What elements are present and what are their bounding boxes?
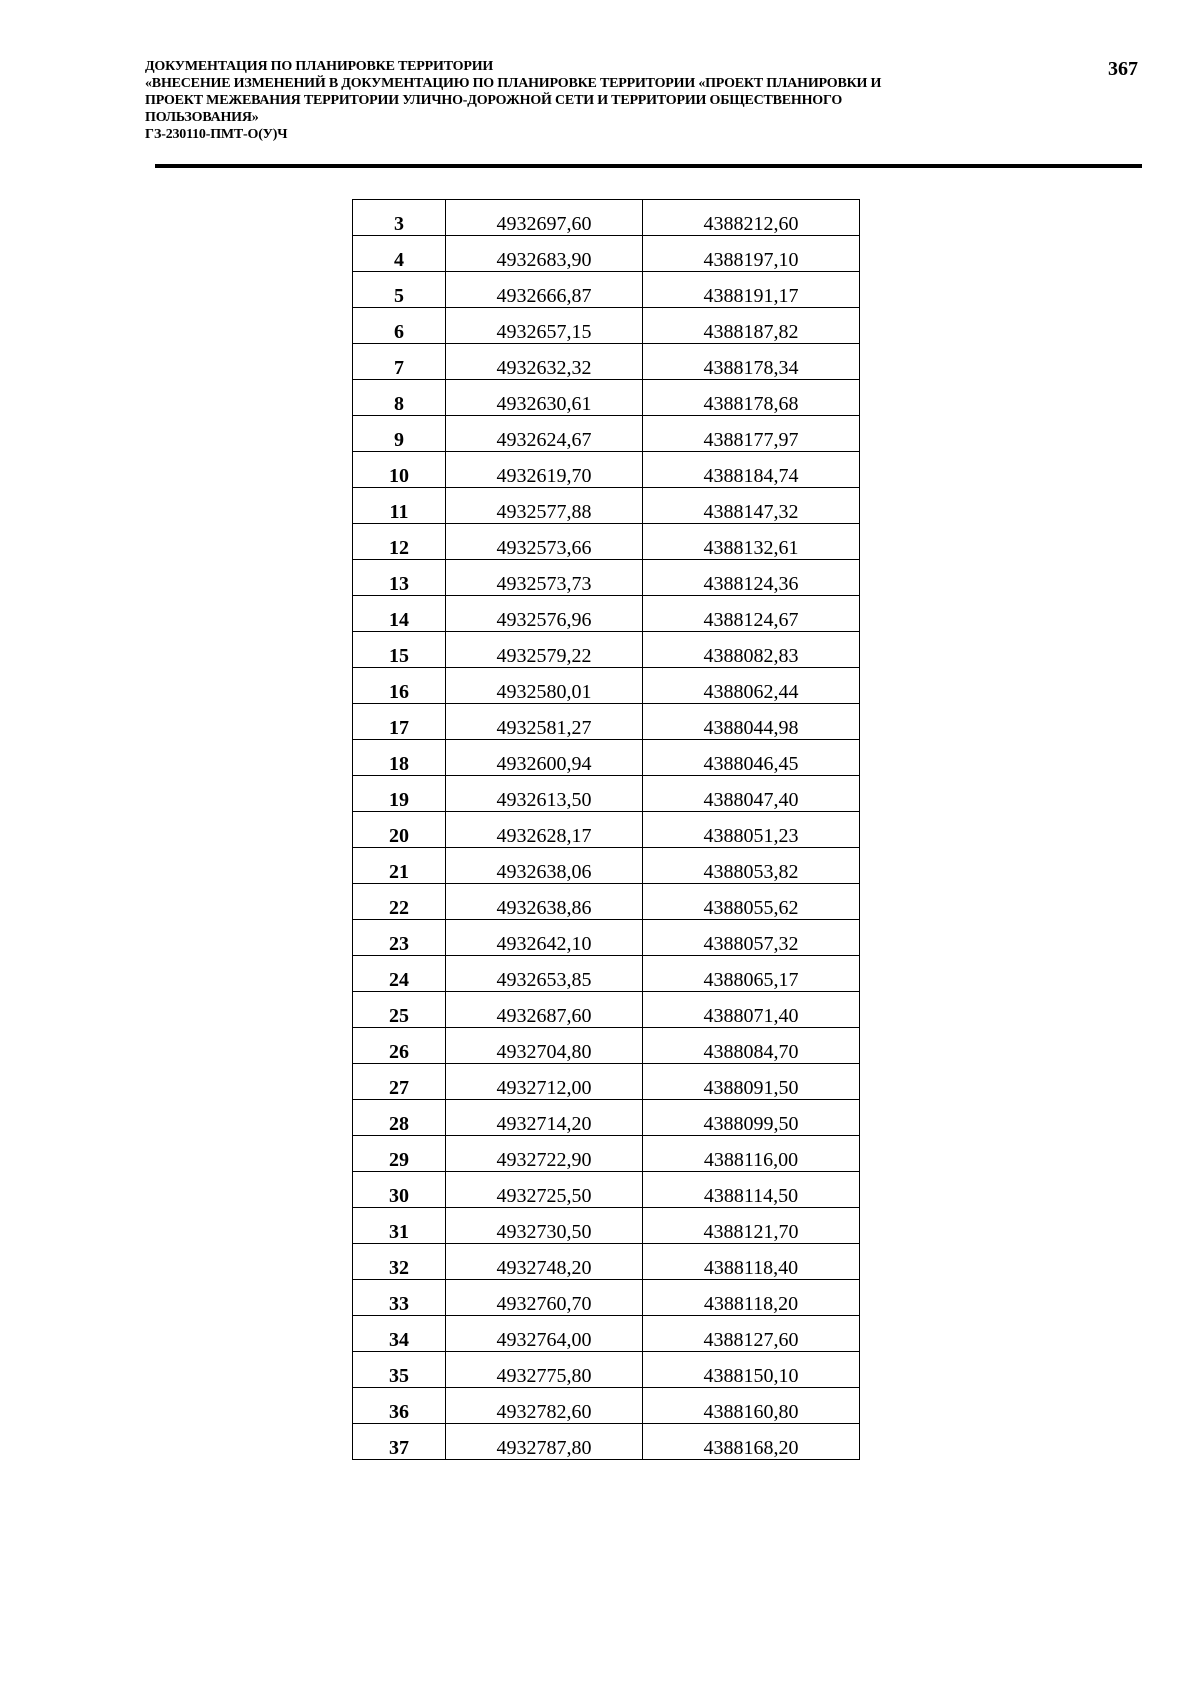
table-row bbox=[353, 740, 860, 776]
y-coordinate-cell: 4388114,50 bbox=[643, 1172, 860, 1208]
point-number-cell: 33 bbox=[353, 1280, 446, 1316]
table-row bbox=[353, 1028, 860, 1064]
y-coordinate-cell: 4388062,44 bbox=[643, 668, 860, 704]
point-number-cell: 5 bbox=[353, 272, 446, 308]
y-coordinate-cell: 4388051,23 bbox=[643, 812, 860, 848]
x-coordinate-cell: 4932638,86 bbox=[446, 884, 643, 920]
point-number-cell: 23 bbox=[353, 920, 446, 956]
table-row bbox=[353, 380, 860, 416]
point-number-cell: 32 bbox=[353, 1244, 446, 1280]
table-row bbox=[353, 1064, 860, 1100]
table-row bbox=[353, 308, 860, 344]
x-coordinate-cell: 4932653,85 bbox=[446, 956, 643, 992]
y-coordinate-cell: 4388184,74 bbox=[643, 452, 860, 488]
point-number-cell: 4 bbox=[353, 236, 446, 272]
point-number-cell: 34 bbox=[353, 1316, 446, 1352]
x-coordinate-cell: 4932638,06 bbox=[446, 848, 643, 884]
table-row bbox=[353, 1244, 860, 1280]
table-row bbox=[353, 668, 860, 704]
table-row bbox=[353, 488, 860, 524]
x-coordinate-cell: 4932697,60 bbox=[446, 200, 643, 236]
x-coordinate-cell: 4932725,50 bbox=[446, 1172, 643, 1208]
point-number-cell: 6 bbox=[353, 308, 446, 344]
x-coordinate-cell: 4932580,01 bbox=[446, 668, 643, 704]
y-coordinate-cell: 4388212,60 bbox=[643, 200, 860, 236]
x-coordinate-cell: 4932714,20 bbox=[446, 1100, 643, 1136]
table-row bbox=[353, 848, 860, 884]
x-coordinate-cell: 4932722,90 bbox=[446, 1136, 643, 1172]
x-coordinate-cell: 4932577,88 bbox=[446, 488, 643, 524]
table-row bbox=[353, 416, 860, 452]
y-coordinate-cell: 4388124,36 bbox=[643, 560, 860, 596]
table-row bbox=[353, 344, 860, 380]
table-row bbox=[353, 1280, 860, 1316]
table-row bbox=[353, 1136, 860, 1172]
y-coordinate-cell: 4388178,34 bbox=[643, 344, 860, 380]
point-number-cell: 9 bbox=[353, 416, 446, 452]
page-number: 367 bbox=[1108, 58, 1138, 80]
table-row bbox=[353, 956, 860, 992]
table-row bbox=[353, 1100, 860, 1136]
y-coordinate-cell: 4388055,62 bbox=[643, 884, 860, 920]
x-coordinate-cell: 4932782,60 bbox=[446, 1388, 643, 1424]
point-number-cell: 21 bbox=[353, 848, 446, 884]
header-line: ПОЛЬЗОВАНИЯ» bbox=[145, 110, 259, 125]
coordinates-table-body bbox=[353, 200, 860, 1460]
y-coordinate-cell: 4388091,50 bbox=[643, 1064, 860, 1100]
table-row bbox=[353, 884, 860, 920]
x-coordinate-cell: 4932683,90 bbox=[446, 236, 643, 272]
y-coordinate-cell: 4388150,10 bbox=[643, 1352, 860, 1388]
x-coordinate-cell: 4932764,00 bbox=[446, 1316, 643, 1352]
point-number-cell: 35 bbox=[353, 1352, 446, 1388]
y-coordinate-cell: 4388160,80 bbox=[643, 1388, 860, 1424]
header-line: ДОКУМЕНТАЦИЯ ПО ПЛАНИРОВКЕ ТЕРРИТОРИИ bbox=[145, 59, 494, 74]
point-number-cell: 13 bbox=[353, 560, 446, 596]
x-coordinate-cell: 4932576,96 bbox=[446, 596, 643, 632]
point-number-cell: 8 bbox=[353, 380, 446, 416]
table-row bbox=[353, 596, 860, 632]
y-coordinate-cell: 4388168,20 bbox=[643, 1424, 860, 1460]
x-coordinate-cell: 4932748,20 bbox=[446, 1244, 643, 1280]
x-coordinate-cell: 4932687,60 bbox=[446, 992, 643, 1028]
table-row bbox=[353, 236, 860, 272]
point-number-cell: 25 bbox=[353, 992, 446, 1028]
table-row bbox=[353, 1352, 860, 1388]
point-number-cell: 29 bbox=[353, 1136, 446, 1172]
table-row bbox=[353, 272, 860, 308]
y-coordinate-cell: 4388046,45 bbox=[643, 740, 860, 776]
point-number-cell: 22 bbox=[353, 884, 446, 920]
y-coordinate-cell: 4388178,68 bbox=[643, 380, 860, 416]
y-coordinate-cell: 4388121,70 bbox=[643, 1208, 860, 1244]
point-number-cell: 14 bbox=[353, 596, 446, 632]
table-row bbox=[353, 1172, 860, 1208]
point-number-cell: 31 bbox=[353, 1208, 446, 1244]
header-line: ПРОЕКТ МЕЖЕВАНИЯ ТЕРРИТОРИИ УЛИЧНО-ДОРОЖНОЙ СЕТИ И ТЕРРИТОРИИ ОБЩЕСТВЕННОГО bbox=[145, 93, 843, 108]
header-line: «ВНЕСЕНИЕ ИЗМЕНЕНИЙ В ДОКУМЕНТАЦИЮ ПО ПЛАНИРОВКЕ ТЕРРИТОРИИ «ПРОЕКТ ПЛАНИРОВКИ И bbox=[145, 76, 882, 91]
x-coordinate-cell: 4932624,67 bbox=[446, 416, 643, 452]
coordinates-table bbox=[352, 199, 860, 1460]
table-row bbox=[353, 452, 860, 488]
y-coordinate-cell: 4388116,00 bbox=[643, 1136, 860, 1172]
table-row bbox=[353, 920, 860, 956]
point-number-cell: 37 bbox=[353, 1424, 446, 1460]
y-coordinate-cell: 4388071,40 bbox=[643, 992, 860, 1028]
y-coordinate-cell: 4388053,82 bbox=[643, 848, 860, 884]
x-coordinate-cell: 4932657,15 bbox=[446, 308, 643, 344]
x-coordinate-cell: 4932573,73 bbox=[446, 560, 643, 596]
x-coordinate-cell: 4932628,17 bbox=[446, 812, 643, 848]
x-coordinate-cell: 4932704,80 bbox=[446, 1028, 643, 1064]
point-number-cell: 20 bbox=[353, 812, 446, 848]
point-number-cell: 12 bbox=[353, 524, 446, 560]
table-row bbox=[353, 1388, 860, 1424]
y-coordinate-cell: 4388132,61 bbox=[643, 524, 860, 560]
header-divider bbox=[155, 164, 1142, 168]
point-number-cell: 27 bbox=[353, 1064, 446, 1100]
y-coordinate-cell: 4388065,17 bbox=[643, 956, 860, 992]
x-coordinate-cell: 4932600,94 bbox=[446, 740, 643, 776]
y-coordinate-cell: 4388084,70 bbox=[643, 1028, 860, 1064]
point-number-cell: 19 bbox=[353, 776, 446, 812]
x-coordinate-cell: 4932619,70 bbox=[446, 452, 643, 488]
x-coordinate-cell: 4932760,70 bbox=[446, 1280, 643, 1316]
y-coordinate-cell: 4388124,67 bbox=[643, 596, 860, 632]
point-number-cell: 15 bbox=[353, 632, 446, 668]
x-coordinate-cell: 4932632,32 bbox=[446, 344, 643, 380]
point-number-cell: 7 bbox=[353, 344, 446, 380]
x-coordinate-cell: 4932630,61 bbox=[446, 380, 643, 416]
point-number-cell: 30 bbox=[353, 1172, 446, 1208]
y-coordinate-cell: 4388118,40 bbox=[643, 1244, 860, 1280]
y-coordinate-cell: 4388197,10 bbox=[643, 236, 860, 272]
y-coordinate-cell: 4388127,60 bbox=[643, 1316, 860, 1352]
point-number-cell: 3 bbox=[353, 200, 446, 236]
point-number-cell: 26 bbox=[353, 1028, 446, 1064]
y-coordinate-cell: 4388118,20 bbox=[643, 1280, 860, 1316]
table-row bbox=[353, 1424, 860, 1460]
table-row bbox=[353, 200, 860, 236]
point-number-cell: 18 bbox=[353, 740, 446, 776]
point-number-cell: 24 bbox=[353, 956, 446, 992]
y-coordinate-cell: 4388099,50 bbox=[643, 1100, 860, 1136]
point-number-cell: 36 bbox=[353, 1388, 446, 1424]
y-coordinate-cell: 4388191,17 bbox=[643, 272, 860, 308]
y-coordinate-cell: 4388177,97 bbox=[643, 416, 860, 452]
table-row bbox=[353, 992, 860, 1028]
document-code: ГЗ-230110-ПМТ-О(У)Ч bbox=[145, 127, 288, 142]
y-coordinate-cell: 4388044,98 bbox=[643, 704, 860, 740]
table-row bbox=[353, 776, 860, 812]
y-coordinate-cell: 4388082,83 bbox=[643, 632, 860, 668]
x-coordinate-cell: 4932712,00 bbox=[446, 1064, 643, 1100]
x-coordinate-cell: 4932579,22 bbox=[446, 632, 643, 668]
document-header bbox=[145, 58, 1045, 143]
table-row bbox=[353, 1208, 860, 1244]
x-coordinate-cell: 4932642,10 bbox=[446, 920, 643, 956]
x-coordinate-cell: 4932573,66 bbox=[446, 524, 643, 560]
table-row bbox=[353, 812, 860, 848]
y-coordinate-cell: 4388057,32 bbox=[643, 920, 860, 956]
table-row bbox=[353, 1316, 860, 1352]
x-coordinate-cell: 4932581,27 bbox=[446, 704, 643, 740]
point-number-cell: 16 bbox=[353, 668, 446, 704]
x-coordinate-cell: 4932787,80 bbox=[446, 1424, 643, 1460]
x-coordinate-cell: 4932775,80 bbox=[446, 1352, 643, 1388]
x-coordinate-cell: 4932730,50 bbox=[446, 1208, 643, 1244]
table-row bbox=[353, 524, 860, 560]
y-coordinate-cell: 4388147,32 bbox=[643, 488, 860, 524]
table-row bbox=[353, 632, 860, 668]
table-row bbox=[353, 704, 860, 740]
point-number-cell: 28 bbox=[353, 1100, 446, 1136]
point-number-cell: 17 bbox=[353, 704, 446, 740]
y-coordinate-cell: 4388047,40 bbox=[643, 776, 860, 812]
table-row bbox=[353, 560, 860, 596]
x-coordinate-cell: 4932613,50 bbox=[446, 776, 643, 812]
y-coordinate-cell: 4388187,82 bbox=[643, 308, 860, 344]
x-coordinate-cell: 4932666,87 bbox=[446, 272, 643, 308]
point-number-cell: 10 bbox=[353, 452, 446, 488]
point-number-cell: 11 bbox=[353, 488, 446, 524]
